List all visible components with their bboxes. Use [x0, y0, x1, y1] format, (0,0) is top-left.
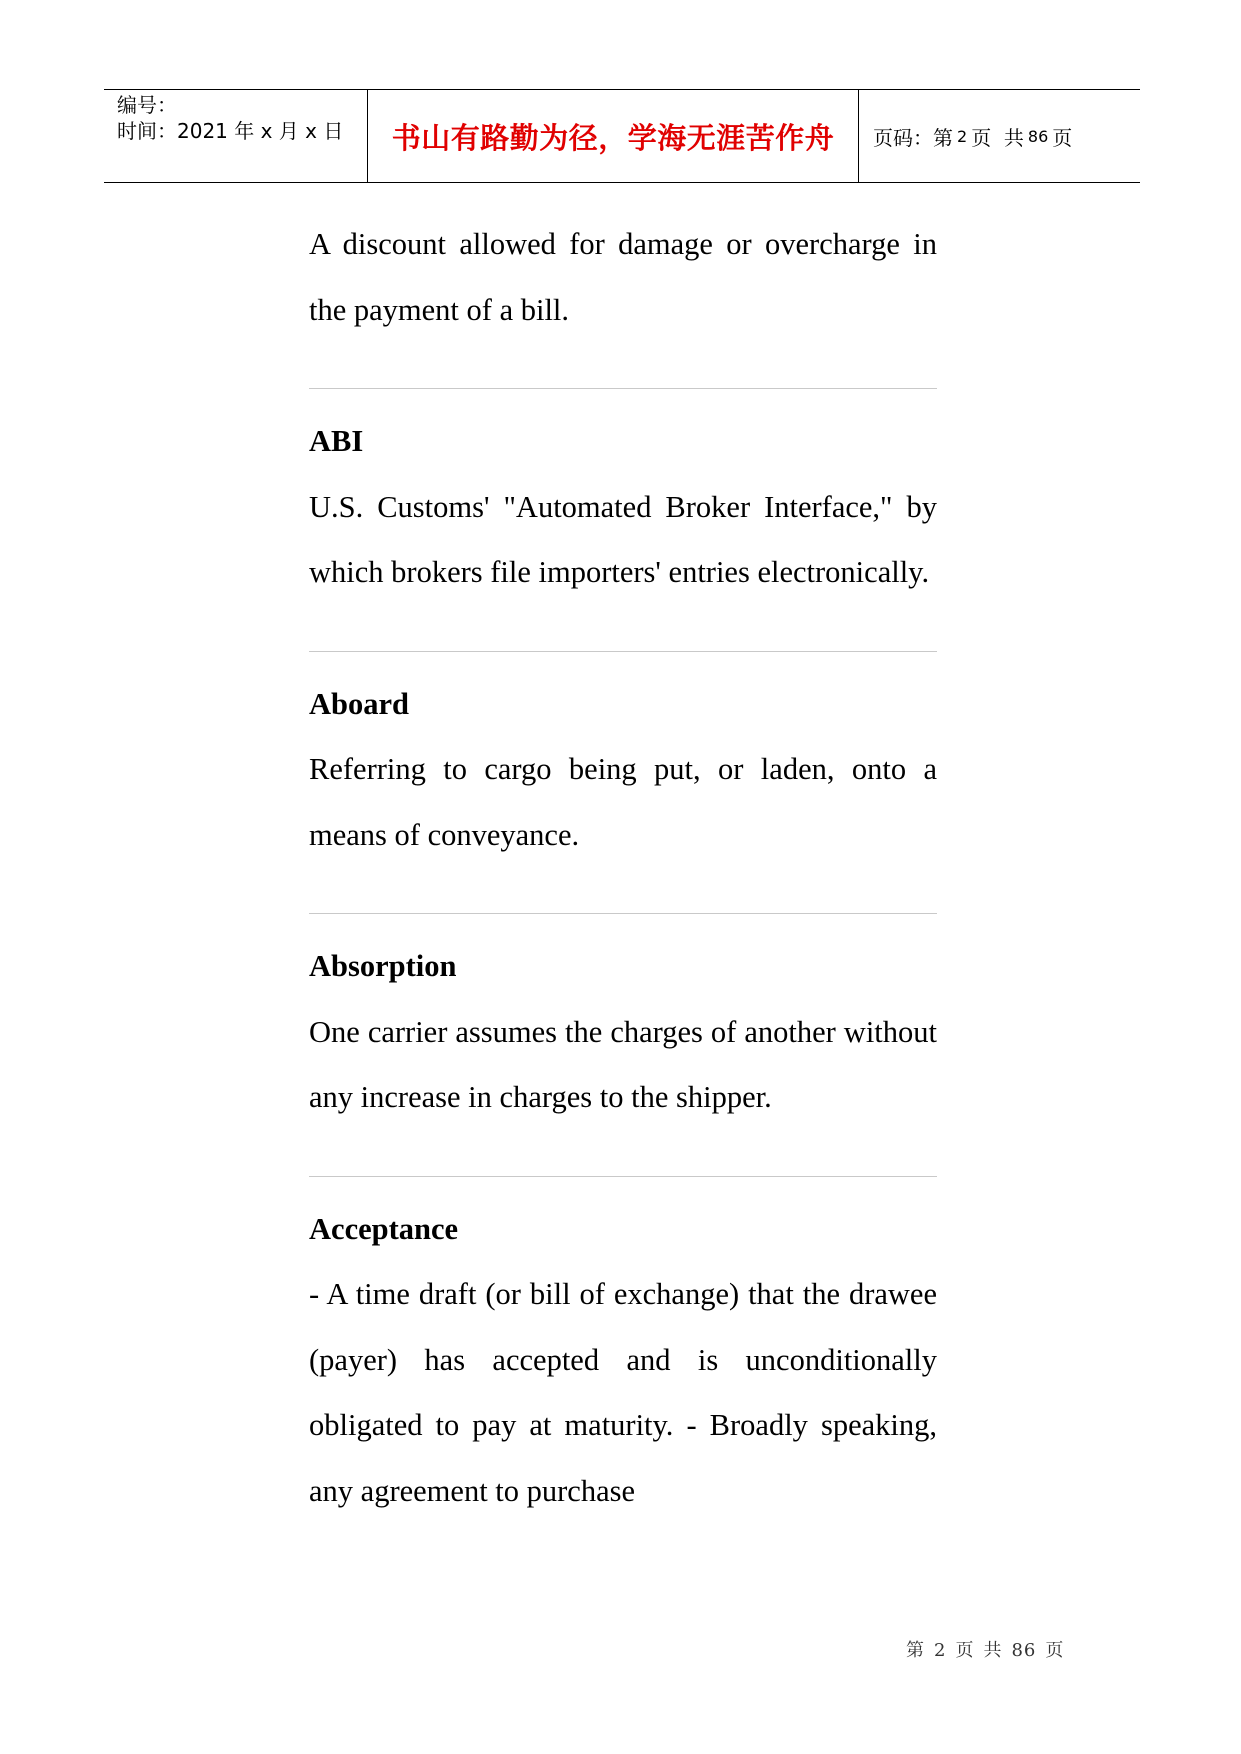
footer-total-label: 共 — [983, 1640, 1003, 1661]
header-page-mid: 页 共 — [971, 125, 1024, 150]
header-page-prefix: 页码：第 — [873, 125, 953, 150]
header-meta-cell — [104, 90, 368, 182]
footer-mid: 页 — [955, 1640, 975, 1661]
glossary-content — [309, 212, 937, 1524]
document-number-label: 编号： — [117, 93, 177, 117]
page-header — [104, 89, 1140, 183]
intro-definition: A discount allowed for damage or overcharge in the payment of a bill. — [309, 227, 937, 327]
glossary-term: Acceptance — [309, 1211, 459, 1246]
glossary-definition: One carrier assumes the charges of another without any increase in charges to the shipper. — [309, 1014, 937, 1114]
header-page-suffix: 页 — [1052, 125, 1073, 150]
header-page-total: 86 — [1027, 126, 1049, 146]
page-footer — [906, 1636, 1073, 1662]
glossary-definition: - A time draft (or bill of exchange) that the drawee (payer) has accepted and is unconditionally obligated to pay at maturity. - Broadly speaking, any agreement to purchase — [309, 1277, 937, 1508]
glossary-term: Aboard — [309, 686, 409, 721]
glossary-entry-absorption — [309, 934, 937, 1131]
glossary-term: Absorption — [309, 949, 457, 983]
glossary-definition: Referring to cargo being put, or laden, onto a means of conveyance. — [309, 752, 937, 852]
glossary-definition: U.S. Customs' "Automated Broker Interface," by which brokers file importers' entries electronically. — [309, 489, 937, 589]
header-page-current: 2 — [957, 126, 968, 146]
header-motto-cell — [368, 90, 859, 182]
footer-page-current: 2 — [934, 1640, 947, 1661]
glossary-term: ABI — [309, 424, 364, 458]
footer-prefix: 第 — [906, 1640, 925, 1661]
entry-divider — [309, 651, 937, 652]
entry-divider — [309, 1176, 937, 1177]
header-page-cell — [859, 90, 1140, 182]
entry-divider — [309, 388, 937, 389]
glossary-entry-abi — [309, 409, 937, 606]
glossary-entry-acceptance — [309, 1197, 937, 1525]
footer-suffix: 页 — [1045, 1640, 1065, 1661]
document-date-label: 时间：2021 年 x 月 x 日 — [117, 119, 344, 143]
entry-divider — [309, 913, 937, 914]
glossary-entry-aboard — [309, 672, 937, 869]
header-motto: 书山有路勤为径，学海无涯苦作舟 — [391, 120, 835, 155]
footer-page-total: 86 — [1011, 1640, 1037, 1661]
